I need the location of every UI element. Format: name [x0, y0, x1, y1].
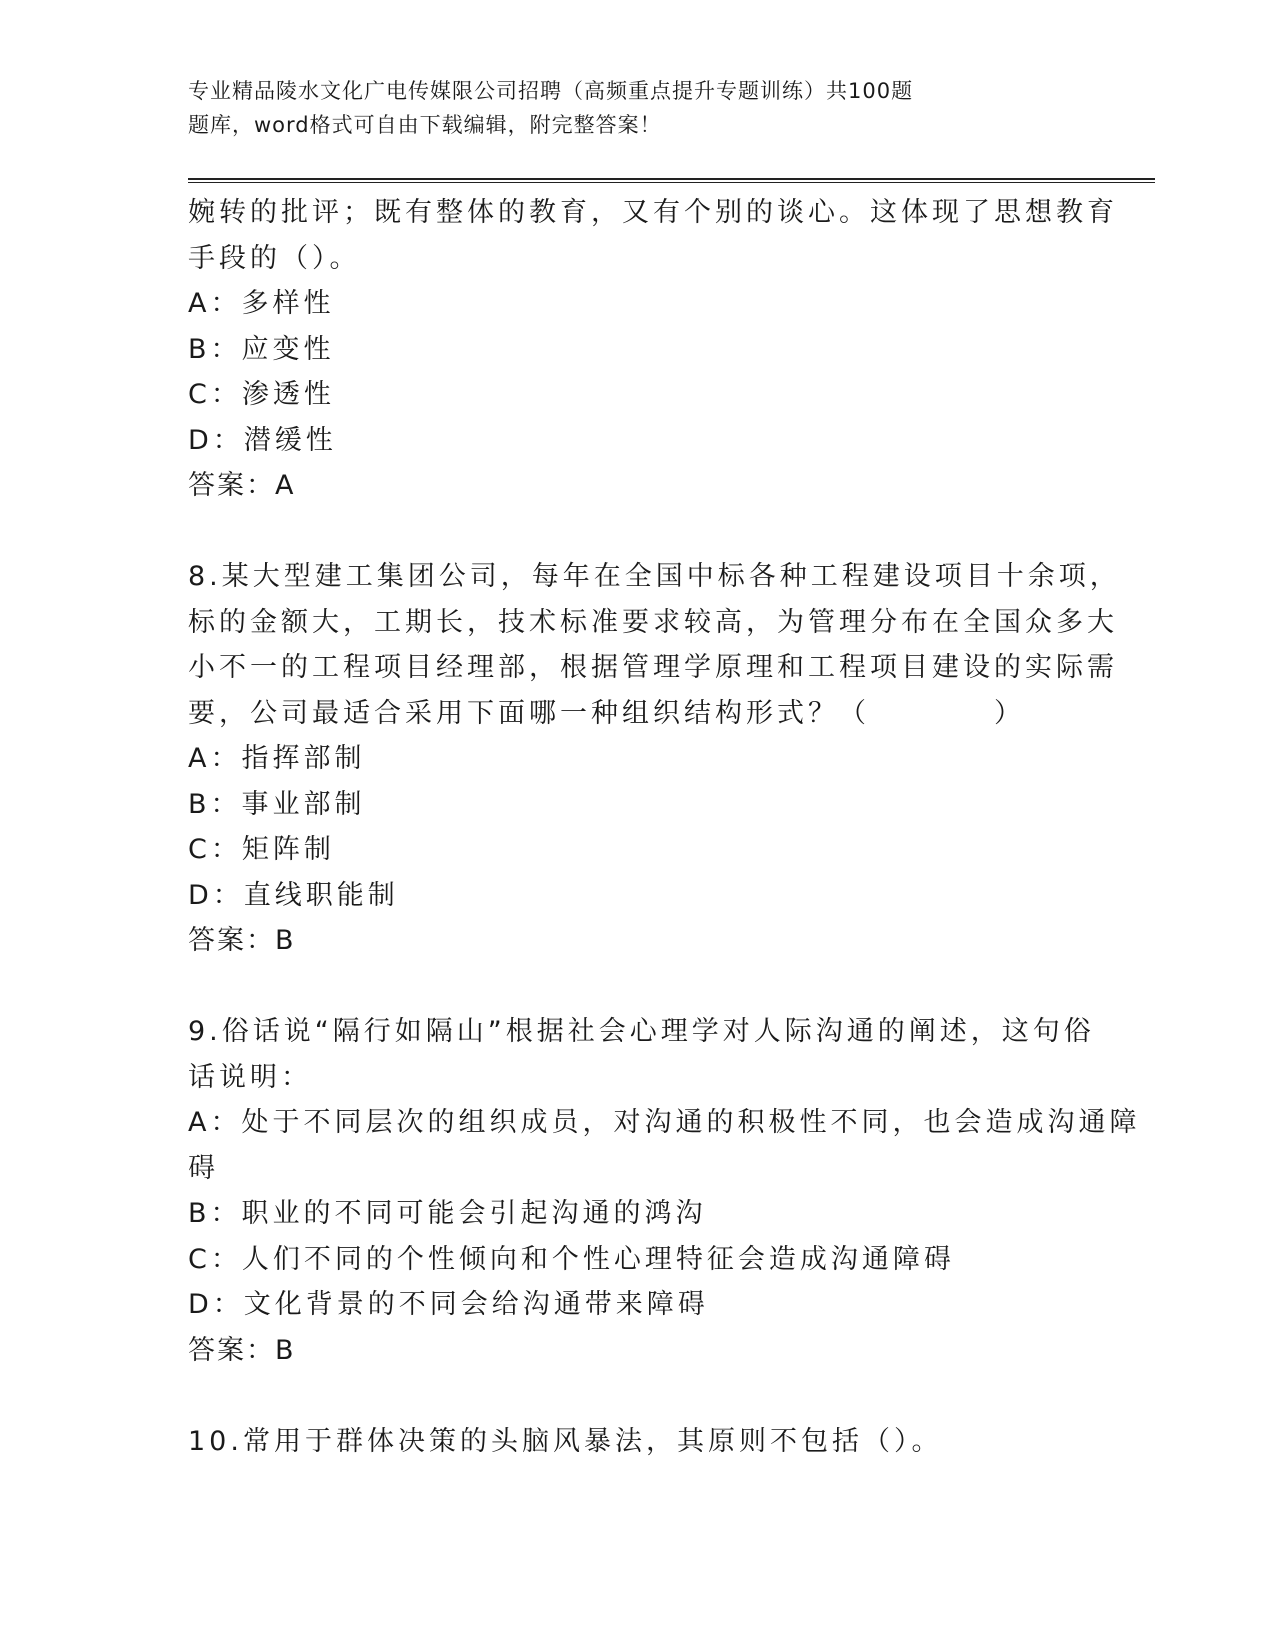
header-title-line-1: 专业精品陵水文化广电传媒限公司招聘（高频重点提升专题训练）共100题: [188, 79, 914, 103]
question-text-line: 要，公司最适合采用下面哪一种组织结构形式？（ ）: [188, 697, 1025, 729]
option-b: B：应变性: [188, 333, 335, 365]
question-text-line: 手段的（）。: [188, 242, 361, 274]
answer: 答案：B: [188, 925, 296, 956]
header-divider: [188, 178, 1155, 183]
question-text-line: 9.俗话说“隔行如隔山”根据社会心理学对人际沟通的阐述，这句俗: [188, 1016, 1095, 1047]
option-a-continued: 碍: [188, 1152, 219, 1184]
question-text-line: 小不一的工程项目经理部，根据管理学原理和工程项目建设的实际需: [188, 652, 1118, 683]
option-c: C：矩阵制: [188, 834, 335, 865]
option-d: D：文化背景的不同会给沟通带来障碍: [188, 1289, 709, 1320]
question-text-line: 8.某大型建工集团公司，每年在全国中标各种工程建设项目十余项，: [188, 561, 1121, 592]
option-b: B：职业的不同可能会引起沟通的鸿沟: [188, 1198, 707, 1229]
option-a: A：处于不同层次的组织成员，对沟通的积极性不同，也会造成沟通障: [188, 1107, 1141, 1138]
option-a: A：多样性: [188, 288, 335, 319]
question-9: [188, 1009, 1141, 1373]
question-8: [188, 554, 1121, 964]
document-header: [188, 74, 1088, 142]
option-c: C：渗透性: [188, 379, 335, 410]
question-text-line: 婉转的批评；既有整体的教育，又有个别的谈心。这体现了思想教育: [188, 197, 1118, 228]
question-7: [188, 190, 1118, 509]
header-title-line-2: 题库，word格式可自由下载编辑，附完整答案！: [188, 113, 662, 137]
option-a: A：指挥部制: [188, 743, 366, 774]
answer: 答案：B: [188, 1334, 296, 1366]
spacer: [188, 964, 1088, 1010]
question-text-line: 话说明：: [188, 1061, 312, 1093]
option-b: B：事业部制: [188, 788, 366, 820]
spacer: [188, 509, 1088, 555]
question-10: [188, 1419, 1088, 1465]
answer: 答案：A: [188, 470, 296, 501]
document-body: [188, 190, 1141, 1464]
option-c: C：人们不同的个性倾向和个性心理特征会造成沟通障碍: [188, 1243, 955, 1275]
question-text-line: 10.常用于群体决策的头脑风暴法，其原则不包括（）。: [188, 1425, 943, 1457]
spacer: [188, 1373, 1088, 1419]
option-d: D：直线职能制: [188, 879, 399, 911]
option-d: D：潜缓性: [188, 424, 337, 456]
question-text-line: 标的金额大，工期长，技术标准要求较高，为管理分布在全国众多大: [188, 606, 1118, 638]
